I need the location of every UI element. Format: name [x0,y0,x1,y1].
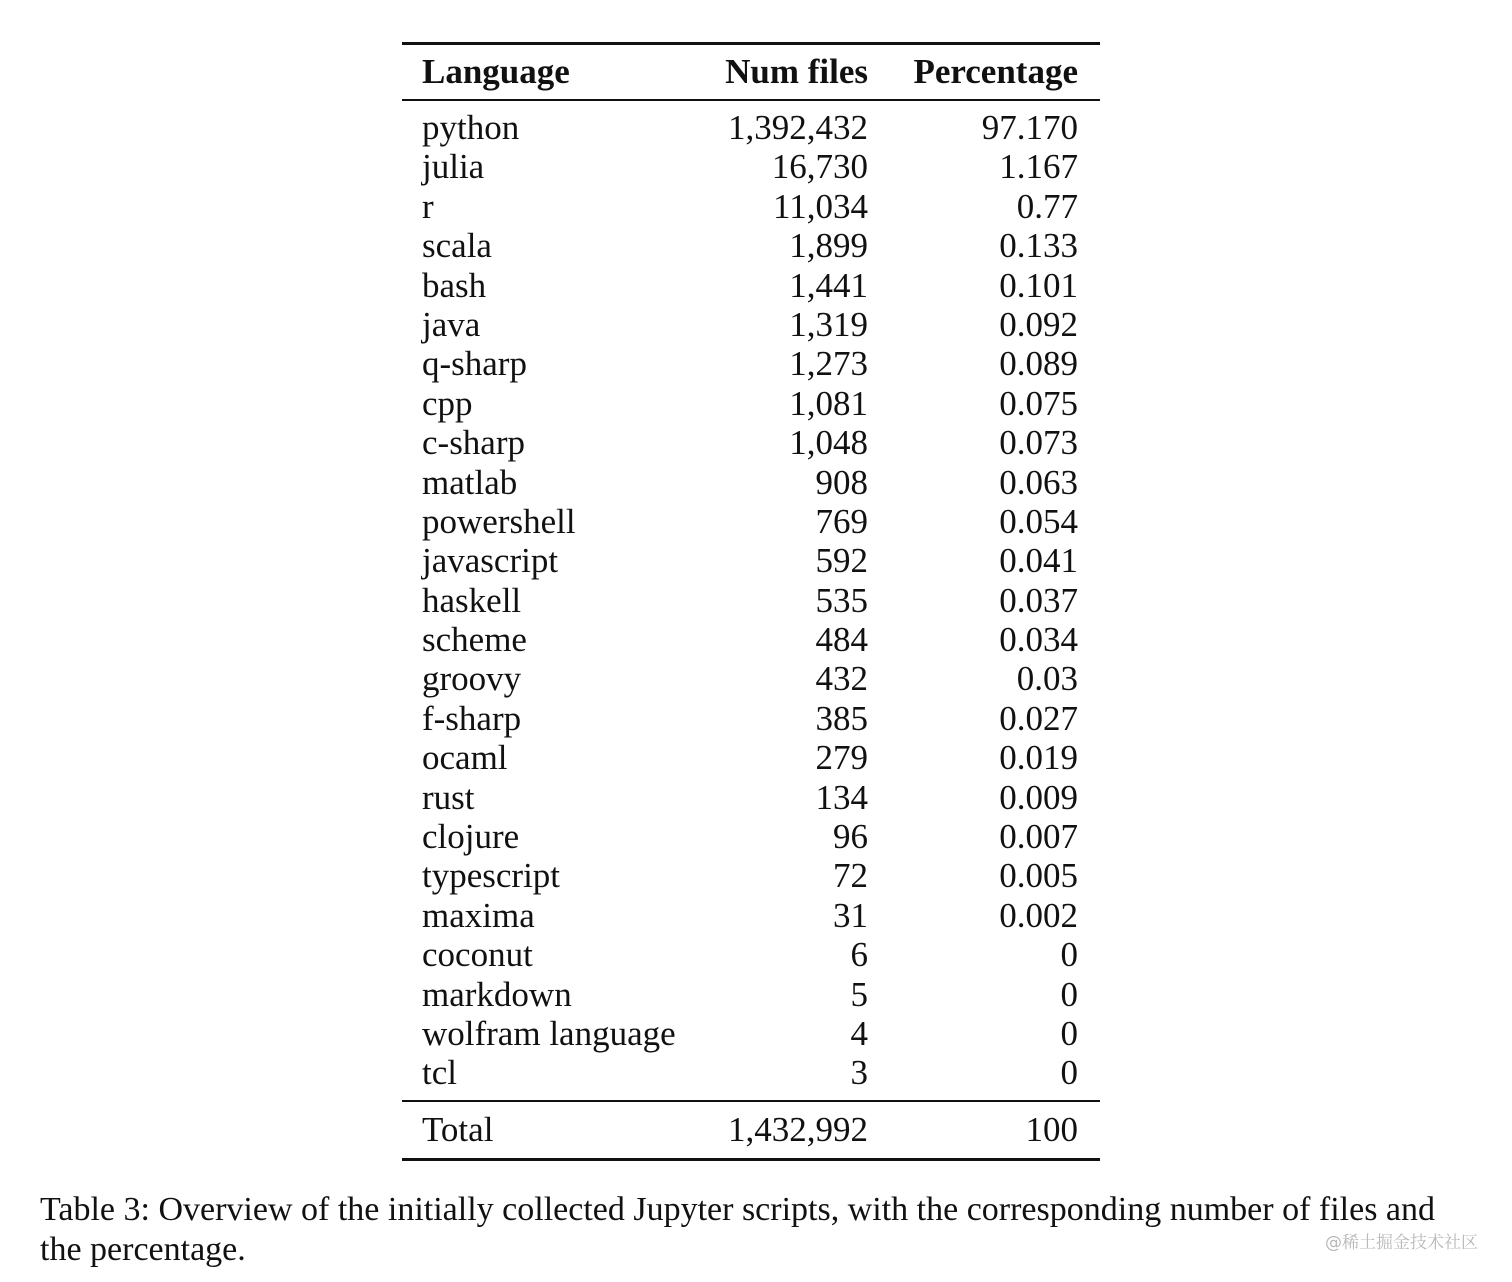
cell-num-files: 1,319 [789,304,868,344]
cell-language: javascript [422,541,559,581]
table-row [402,344,1100,383]
cell-num-files: 5 [850,974,868,1014]
cell-num-files: 1,441 [789,265,868,305]
cell-num-files: 134 [815,777,868,817]
cell-num-files: 31 [833,895,868,935]
total-num-files: 1,432,992 [728,1110,868,1149]
cell-num-files: 908 [815,462,868,502]
cell-num-files: 1,899 [789,226,868,266]
cell-num-files: 484 [815,620,868,660]
table-row [402,778,1100,817]
table-row [402,1014,1100,1053]
cell-num-files: 1,081 [789,383,868,423]
cell-percentage: 0.03 [1016,659,1078,699]
table-row [402,187,1100,226]
cell-num-files: 1,392,432 [728,108,868,147]
cell-language: tcl [422,1053,457,1093]
cell-language: haskell [422,580,522,620]
table-row [402,738,1100,777]
table-row [402,541,1100,580]
table-row [402,1053,1100,1092]
cell-language: c-sharp [422,423,526,463]
cell-percentage: 0.037 [999,580,1078,620]
cell-num-files: 1,273 [789,344,868,384]
cell-percentage: 0 [1060,935,1078,975]
cell-num-files: 535 [815,580,868,620]
table-row [402,975,1100,1014]
table-row [402,305,1100,344]
cell-language: wolfram language [422,1013,676,1053]
watermark: @稀土掘金技术社区 [1325,1233,1478,1253]
header-num-files: Num files [725,52,868,91]
cell-percentage: 0.063 [999,462,1078,502]
cell-num-files: 6 [850,935,868,975]
cell-language: python [422,108,520,147]
cell-num-files: 96 [833,817,868,857]
table-total-rule [402,1100,1100,1102]
cell-percentage: 0.054 [999,501,1078,541]
cell-num-files: 4 [850,1013,868,1053]
table-top-rule [402,42,1100,45]
table-row [402,147,1100,186]
table-row [402,266,1100,305]
cell-num-files: 592 [815,541,868,581]
cell-percentage: 0.027 [999,698,1078,738]
cell-language: markdown [422,974,572,1014]
cell-percentage: 0.092 [999,304,1078,344]
cell-percentage: 0 [1060,1013,1078,1053]
cell-language: rust [422,777,475,817]
table-row [402,856,1100,895]
cell-language: matlab [422,462,518,502]
table-row [402,896,1100,935]
table-row [402,423,1100,462]
table-total-row [402,1108,1100,1152]
cell-percentage: 0.075 [999,383,1078,423]
cell-language: scheme [422,620,527,660]
cell-percentage: 0.002 [999,895,1078,935]
cell-num-files: 769 [815,501,868,541]
cell-language: q-sharp [422,344,527,384]
cell-language: cpp [422,383,473,423]
header-language: Language [422,52,570,91]
cell-language: ocaml [422,738,508,778]
cell-language: powershell [422,501,576,541]
cell-language: maxima [422,895,535,935]
cell-num-files: 1,048 [789,423,868,463]
table-row [402,659,1100,698]
cell-percentage: 0 [1060,974,1078,1014]
table-row [402,384,1100,423]
total-label: Total [422,1110,494,1149]
cell-percentage: 0.089 [999,344,1078,384]
table-row [402,620,1100,659]
table-bottom-rule [402,1158,1100,1161]
table-body [402,108,1100,1093]
cell-language: f-sharp [422,698,522,738]
table-row [402,108,1100,147]
table-row [402,581,1100,620]
cell-percentage: 0.073 [999,423,1078,463]
cell-percentage: 0.77 [1016,186,1078,226]
cell-num-files: 11,034 [773,186,868,226]
total-percentage: 100 [1025,1110,1078,1149]
cell-language: scala [422,226,492,266]
cell-percentage: 1.167 [999,147,1078,187]
cell-language: r [422,186,434,226]
table-row [402,226,1100,265]
table-row [402,817,1100,856]
cell-language: java [422,304,481,344]
table-row [402,463,1100,502]
cell-num-files: 72 [833,856,868,896]
header-percentage: Percentage [913,52,1078,91]
table-row [402,699,1100,738]
cell-language: typescript [422,856,561,896]
cell-num-files: 385 [815,698,868,738]
cell-language: groovy [422,659,522,699]
cell-percentage: 0.041 [999,541,1078,581]
cell-percentage: 0 [1060,1053,1078,1093]
cell-percentage: 97.170 [981,108,1078,147]
cell-percentage: 0.101 [999,265,1078,305]
cell-percentage: 0.019 [999,738,1078,778]
cell-num-files: 279 [815,738,868,778]
table-caption: Table 3: Overview of the initially collected Jupyter scripts, with the corresponding number of files and the percentage. [40,1191,1436,1268]
cell-num-files: 3 [850,1053,868,1093]
cell-language: coconut [422,935,533,975]
table-row [402,502,1100,541]
cell-num-files: 432 [815,659,868,699]
cell-percentage: 0.009 [999,777,1078,817]
cell-language: clojure [422,817,520,857]
table-row [402,935,1100,974]
cell-num-files: 16,730 [771,147,868,187]
table-header-rule [402,99,1100,101]
cell-percentage: 0.007 [999,817,1078,857]
cell-percentage: 0.034 [999,620,1078,660]
cell-language: julia [422,147,485,187]
cell-percentage: 0.133 [999,226,1078,266]
cell-percentage: 0.005 [999,856,1078,896]
cell-language: bash [422,265,487,305]
